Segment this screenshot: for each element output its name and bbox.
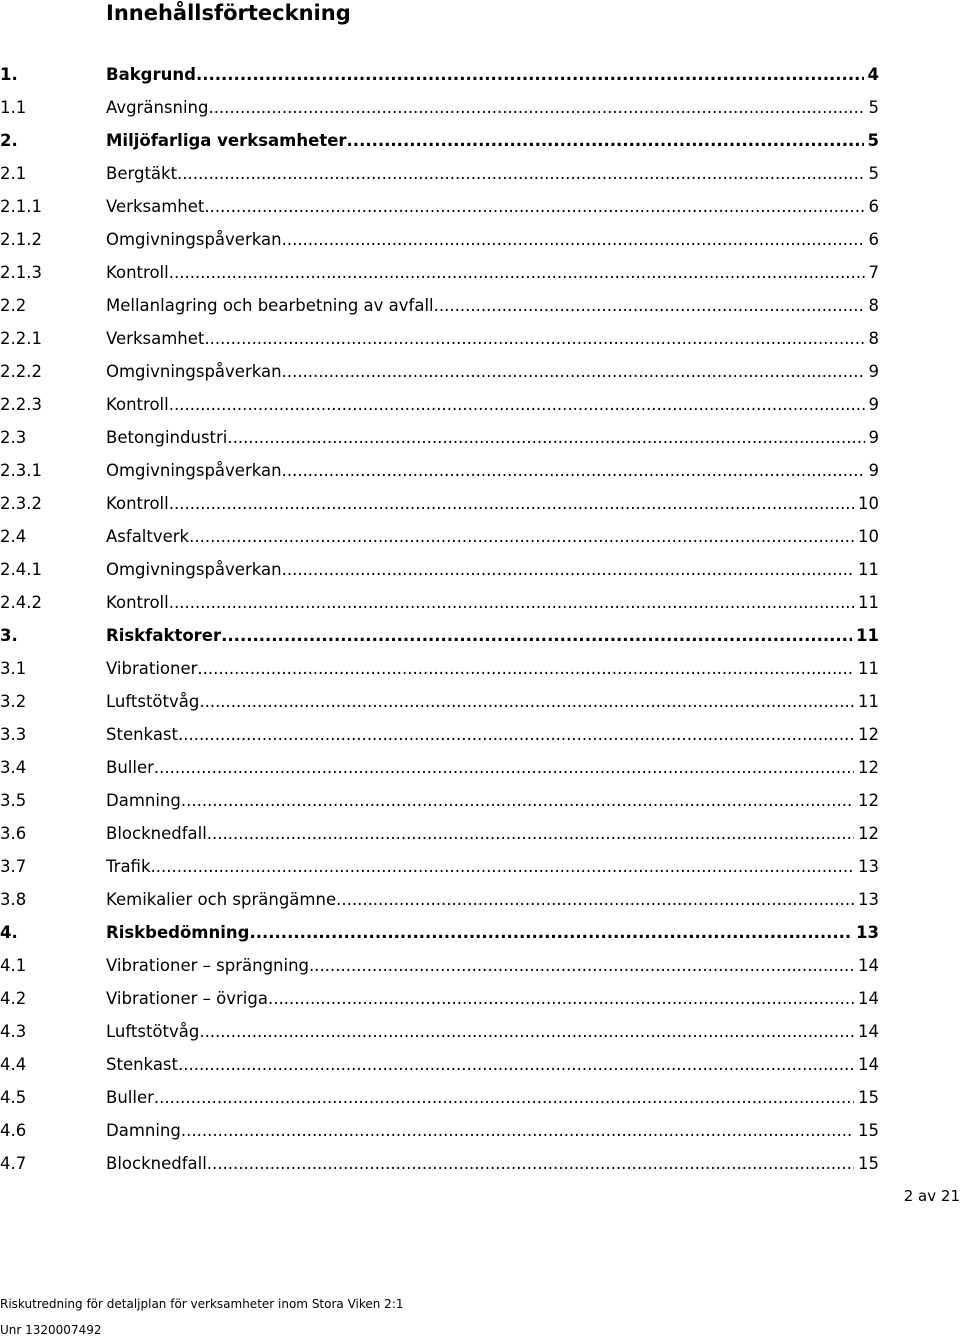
toc-entry[interactable] xyxy=(0,1114,879,1147)
toc-entry-number: 4. xyxy=(0,923,18,942)
toc-entry-number: 2.4.2 xyxy=(0,593,42,612)
dot-leader xyxy=(151,850,855,883)
toc-entry-number: 2.2.2 xyxy=(0,362,42,381)
toc-entry-label: Omgivningspåverkan xyxy=(106,362,282,381)
toc-entry-number: 3.5 xyxy=(0,791,27,810)
toc-entry-label: Blocknedfall xyxy=(106,1154,207,1173)
dot-leader xyxy=(282,355,865,388)
toc-entry-page: 8 xyxy=(868,329,879,348)
toc-entry-label: Kontroll xyxy=(106,263,169,282)
toc-entry-number: 3.8 xyxy=(0,890,27,909)
toc-entry-page: 11 xyxy=(858,593,879,612)
toc-entry-number: 1.1 xyxy=(0,98,27,117)
toc-entry-label: Stenkast xyxy=(106,1055,178,1074)
toc-entry[interactable] xyxy=(0,355,879,388)
dot-leader xyxy=(207,817,854,850)
toc-entry-number: 2.1 xyxy=(0,164,27,183)
dot-leader xyxy=(199,685,854,718)
toc-entry-label: Damning xyxy=(106,791,181,810)
toc-entry-page: 9 xyxy=(868,461,879,480)
dot-leader xyxy=(169,586,854,619)
toc-entry[interactable] xyxy=(0,487,879,520)
toc-entry[interactable] xyxy=(0,388,879,421)
toc-entry[interactable] xyxy=(0,718,879,751)
toc-entry-page: 5 xyxy=(867,131,879,150)
dot-leader xyxy=(347,124,864,157)
toc-entry-page: 13 xyxy=(858,857,879,876)
toc-entry[interactable] xyxy=(0,883,879,916)
toc-entry-page: 12 xyxy=(858,725,879,744)
dot-leader xyxy=(169,487,854,520)
toc-entry-number: 2.3.1 xyxy=(0,461,42,480)
dot-leader xyxy=(207,1147,854,1180)
toc-entry-page: 13 xyxy=(858,890,879,909)
toc-entry-label: Verksamhet xyxy=(106,329,205,348)
dot-leader xyxy=(221,619,852,652)
toc-entry[interactable] xyxy=(0,619,879,652)
toc-entry-number: 4.2 xyxy=(0,989,27,1008)
toc-entry[interactable] xyxy=(0,223,879,256)
dot-leader xyxy=(434,289,865,322)
toc-entry[interactable] xyxy=(0,454,879,487)
dot-leader xyxy=(268,982,854,1015)
toc-entry[interactable] xyxy=(0,256,879,289)
toc-entry-label: Asfaltverk xyxy=(106,527,190,546)
toc-entry-page: 8 xyxy=(868,296,879,315)
toc-entry-page: 11 xyxy=(856,626,879,645)
toc-entry-page: 14 xyxy=(858,1055,879,1074)
dot-leader xyxy=(154,1081,854,1114)
toc-entry-page: 6 xyxy=(868,230,879,249)
toc-entry-page: 9 xyxy=(868,362,879,381)
toc-entry[interactable] xyxy=(0,751,879,784)
dot-leader xyxy=(189,520,854,553)
toc-entry-page: 7 xyxy=(868,263,879,282)
dot-leader xyxy=(178,1048,854,1081)
toc-entry-page: 9 xyxy=(868,428,879,447)
dot-leader xyxy=(199,1015,854,1048)
toc-entry-number: 3.7 xyxy=(0,857,27,876)
toc-entry-page: 5 xyxy=(868,98,879,117)
dot-leader xyxy=(181,1114,854,1147)
toc-entry-number: 3.3 xyxy=(0,725,27,744)
toc-entry[interactable] xyxy=(0,586,879,619)
table-of-contents xyxy=(0,58,879,1180)
dot-leader xyxy=(249,916,852,949)
toc-entry-label: Omgivningspåverkan xyxy=(106,560,282,579)
dot-leader xyxy=(204,322,864,355)
toc-entry[interactable] xyxy=(0,850,879,883)
toc-entry-label: Trafik xyxy=(106,857,151,876)
toc-entry-number: 3.4 xyxy=(0,758,27,777)
toc-entry-label: Blocknedfall xyxy=(106,824,207,843)
toc-entry[interactable] xyxy=(0,1015,879,1048)
toc-entry-number: 2.3.2 xyxy=(0,494,42,513)
dot-leader xyxy=(208,91,864,124)
toc-entry[interactable] xyxy=(0,982,879,1015)
toc-entry[interactable] xyxy=(0,1048,879,1081)
dot-leader xyxy=(169,256,865,289)
toc-entry-label: Verksamhet xyxy=(106,197,205,216)
toc-entry-number: 2. xyxy=(0,131,18,150)
toc-entry-page: 6 xyxy=(868,197,879,216)
toc-entry[interactable] xyxy=(0,157,879,190)
toc-entry-number: 4.7 xyxy=(0,1154,27,1173)
toc-entry-number: 3.2 xyxy=(0,692,27,711)
toc-entry-label: Damning xyxy=(106,1121,181,1140)
toc-entry-number: 1. xyxy=(0,65,18,84)
toc-entry[interactable] xyxy=(0,421,879,454)
page-title: Innehållsförteckning xyxy=(106,1,351,25)
toc-entry-label: Kemikalier och sprängämne xyxy=(106,890,337,909)
toc-entry-number: 4.4 xyxy=(0,1055,27,1074)
toc-entry-number: 2.1.1 xyxy=(0,197,42,216)
toc-entry[interactable] xyxy=(0,553,879,586)
toc-entry[interactable] xyxy=(0,91,879,124)
toc-entry-label: Vibrationer – sprängning xyxy=(106,956,310,975)
toc-entry-number: 3.6 xyxy=(0,824,27,843)
toc-entry-page: 11 xyxy=(858,692,879,711)
toc-entry-page: 11 xyxy=(858,560,879,579)
toc-entry[interactable] xyxy=(0,190,879,223)
toc-entry-page: 13 xyxy=(856,923,879,942)
toc-entry[interactable] xyxy=(0,1081,879,1114)
toc-entry-number: 2.4 xyxy=(0,527,27,546)
toc-entry-number: 4.5 xyxy=(0,1088,27,1107)
toc-entry-label: Kontroll xyxy=(106,593,169,612)
toc-entry[interactable] xyxy=(0,784,879,817)
dot-leader xyxy=(204,190,864,223)
toc-entry[interactable] xyxy=(0,652,879,685)
toc-entry-page: 12 xyxy=(858,791,879,810)
toc-entry-number: 2.2.1 xyxy=(0,329,42,348)
toc-entry[interactable] xyxy=(0,685,879,718)
toc-entry[interactable] xyxy=(0,289,879,322)
dot-leader xyxy=(282,454,865,487)
toc-entry-number: 3.1 xyxy=(0,659,27,678)
dot-leader xyxy=(177,157,864,190)
toc-entry-number: 2.1.2 xyxy=(0,230,42,249)
toc-entry-label: Avgränsning xyxy=(106,98,209,117)
toc-entry-label: Luftstötvåg xyxy=(106,692,200,711)
toc-entry-label: Kontroll xyxy=(106,395,169,414)
page-indicator: 2 av 21 xyxy=(903,1187,960,1205)
toc-entry-label: Betongindustri xyxy=(106,428,228,447)
toc-entry-number: 2.4.1 xyxy=(0,560,42,579)
toc-entry[interactable] xyxy=(0,520,879,553)
toc-entry-number: 2.2.3 xyxy=(0,395,42,414)
toc-entry-number: 3. xyxy=(0,626,18,645)
dot-leader xyxy=(178,718,854,751)
footer-reference-number: Unr 1320007492 xyxy=(0,1323,102,1337)
toc-entry-page: 15 xyxy=(858,1088,879,1107)
dot-leader xyxy=(196,58,864,91)
toc-entry[interactable] xyxy=(0,1147,879,1180)
toc-entry-label: Omgivningspåverkan xyxy=(106,230,282,249)
toc-entry-number: 2.3 xyxy=(0,428,27,447)
toc-entry-label: Buller xyxy=(106,758,154,777)
dot-leader xyxy=(282,553,854,586)
toc-entry-label: Omgivningspåverkan xyxy=(106,461,282,480)
toc-entry-page: 10 xyxy=(858,494,879,513)
toc-entry[interactable] xyxy=(0,817,879,850)
dot-leader xyxy=(282,223,865,256)
toc-entry[interactable] xyxy=(0,949,879,982)
toc-entry[interactable] xyxy=(0,916,879,949)
toc-entry-label: Buller xyxy=(106,1088,154,1107)
toc-entry-page: 14 xyxy=(858,956,879,975)
toc-entry-page: 15 xyxy=(858,1121,879,1140)
toc-entry-page: 14 xyxy=(858,989,879,1008)
toc-entry-page: 9 xyxy=(868,395,879,414)
toc-entry-number: 4.1 xyxy=(0,956,27,975)
toc-entry-label: Stenkast xyxy=(106,725,178,744)
dot-leader xyxy=(227,421,864,454)
toc-entry-label: Riskbedömning xyxy=(106,923,250,942)
toc-entry-number: 4.6 xyxy=(0,1121,27,1140)
toc-entry[interactable] xyxy=(0,124,879,157)
toc-entry[interactable] xyxy=(0,58,879,91)
toc-entry-page: 5 xyxy=(868,164,879,183)
toc-entry-page: 4 xyxy=(867,65,879,84)
toc-entry-label: Luftstötvåg xyxy=(106,1022,200,1041)
toc-entry-page: 15 xyxy=(858,1154,879,1173)
toc-entry-label: Bergtäkt xyxy=(106,164,178,183)
toc-entry-number: 2.1.3 xyxy=(0,263,42,282)
footer-document-title: Riskutredning för detaljplan för verksamheter inom Stora Viken 2:1 xyxy=(0,1297,404,1311)
toc-entry-label: Vibrationer – övriga xyxy=(106,989,268,1008)
dot-leader xyxy=(154,751,854,784)
toc-entry[interactable] xyxy=(0,322,879,355)
toc-entry-label: Vibrationer xyxy=(106,659,198,678)
toc-entry-page: 11 xyxy=(858,659,879,678)
dot-leader xyxy=(309,949,854,982)
toc-entry-page: 14 xyxy=(858,1022,879,1041)
toc-entry-page: 10 xyxy=(858,527,879,546)
toc-entry-label: Miljöfarliga verksamheter xyxy=(106,131,347,150)
toc-entry-number: 4.3 xyxy=(0,1022,27,1041)
dot-leader xyxy=(197,652,854,685)
toc-entry-label: Mellanlagring och bearbetning av avfall xyxy=(106,296,434,315)
dot-leader xyxy=(181,784,854,817)
dot-leader xyxy=(169,388,865,421)
toc-entry-label: Kontroll xyxy=(106,494,169,513)
toc-entry-page: 12 xyxy=(858,758,879,777)
toc-entry-page: 12 xyxy=(858,824,879,843)
toc-entry-number: 2.2 xyxy=(0,296,27,315)
dot-leader xyxy=(336,883,854,916)
toc-entry-label: Bakgrund xyxy=(106,65,196,84)
toc-entry-label: Riskfaktorer xyxy=(106,626,222,645)
